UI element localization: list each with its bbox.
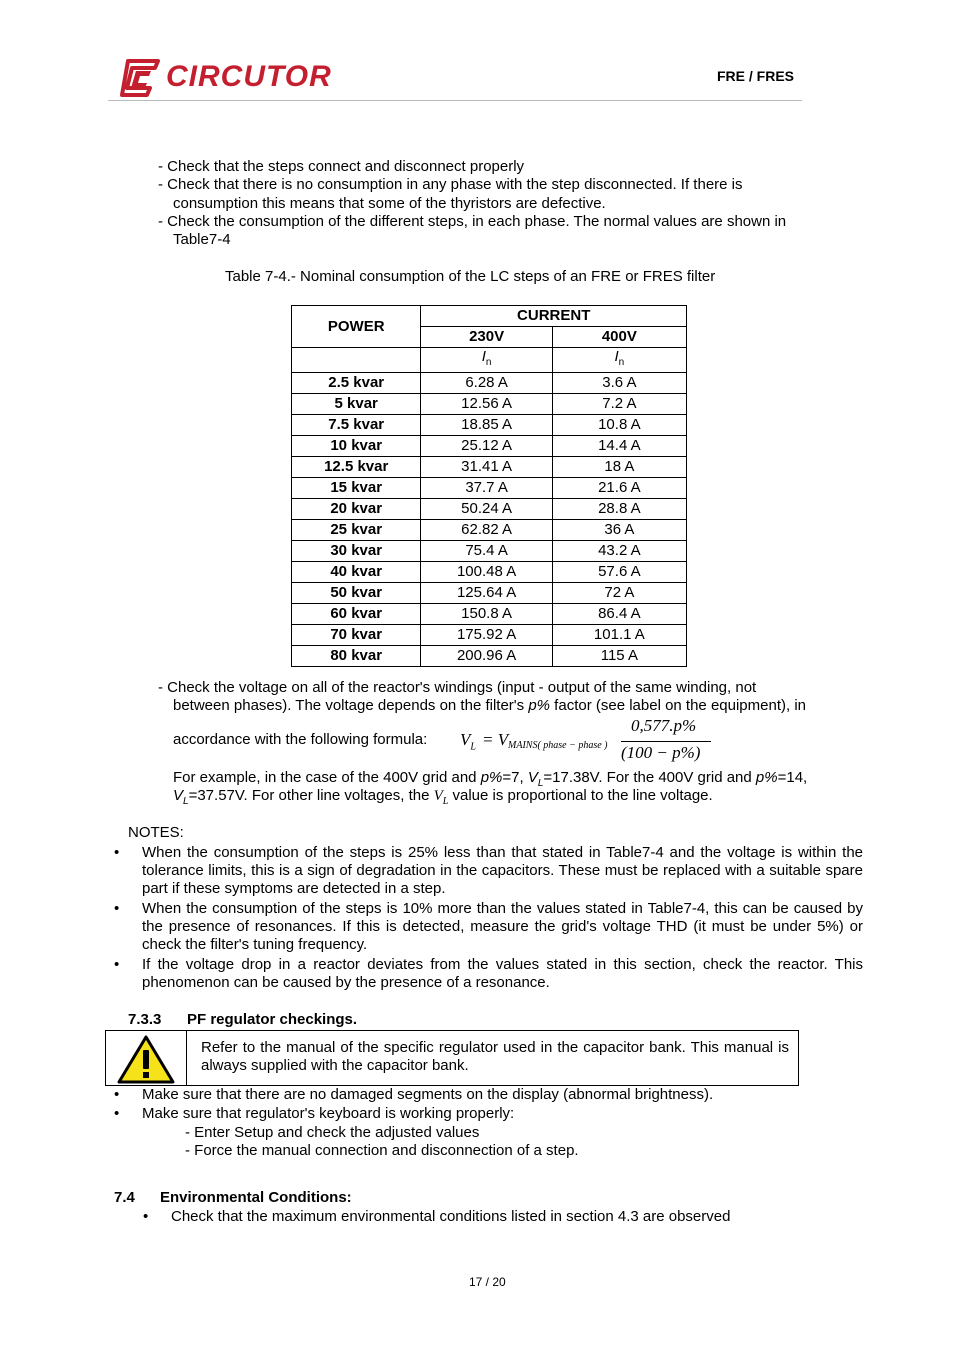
current-400v-cell: 3.6 A (552, 373, 686, 394)
note-item-1: When the consumption of the steps is 25% less than that stated in Table7-4 and the voltage is within the tolerance limits, this is a sign of degradation in the capacitors. These must be replaced with a suitable spare part if these symptoms are detected in a step. (142, 844, 863, 897)
current-230v-cell: 31.41 A (421, 457, 552, 478)
environment-item: Check that the maximum environmental conditions listed in section 4.3 are observed (171, 1208, 731, 1225)
power-cell: 15 kvar (292, 478, 421, 499)
intro-item-3-cont: Table7-4 (173, 231, 231, 248)
bullet-icon: • (114, 956, 120, 973)
power-cell: 40 kvar (292, 562, 421, 583)
circutor-logo (118, 58, 343, 98)
table-row (292, 562, 687, 583)
power-cell: 30 kvar (292, 541, 421, 562)
warning-divider (186, 1031, 187, 1085)
page-number: 17 / 20 (469, 1275, 506, 1289)
header-400v: 400V (552, 327, 686, 348)
current-230v-cell: 75.4 A (421, 541, 552, 562)
note-item-3: If the voltage drop in a reactor deviates from the values stated in this section, check the reactor. This phenomenon can be caused by the presence of a resonance. (142, 956, 863, 991)
power-cell: 70 kvar (292, 625, 421, 646)
circutor-logo-mark-icon (118, 58, 162, 98)
table-row (292, 646, 687, 667)
table-row (292, 520, 687, 541)
table-row (292, 415, 687, 436)
intro-item-2: - Check that there is no consumption in any phase with the step disconnected. If there is (158, 176, 743, 193)
header-divider (108, 100, 802, 101)
bullet-icon: • (114, 844, 120, 861)
notes-title: NOTES: (128, 824, 184, 841)
current-230v-cell: 18.85 A (421, 415, 552, 436)
section-74-title: Environmental Conditions: (160, 1189, 352, 1206)
table-row (292, 499, 687, 520)
intro-item-2-cont: consumption this means that some of the thyristors are defective. (173, 195, 606, 212)
table-row (292, 394, 687, 415)
power-cell: 10 kvar (292, 436, 421, 457)
regulator-subitem-1: - Enter Setup and check the adjusted values (185, 1124, 480, 1141)
current-400v-cell: 21.6 A (552, 478, 686, 499)
power-cell: 5 kvar (292, 394, 421, 415)
regulator-item-2: Make sure that regulator's keyboard is working properly: (142, 1105, 515, 1122)
voltage-item-line2: between phases). The voltage depends on the filter's p% factor (see label on the equipment), in (173, 697, 806, 714)
current-400v-cell: 57.6 A (552, 562, 686, 583)
empty-cell (292, 348, 421, 373)
bullet-icon: • (114, 1105, 120, 1122)
voltage-example-1: For example, in the case of the 400V grid and p%=7, $V_L=17.38V$. For the 400V grid and p%=14, (173, 769, 808, 789)
current-400v-cell: 36 A (552, 520, 686, 541)
current-230v-cell: 37.7 A (421, 478, 552, 499)
power-cell: 20 kvar (292, 499, 421, 520)
voltage-formula: $V_L$ = V MAINS( phase − phase ) 0,577.p% (100 − p%) (455, 716, 715, 766)
table-row (292, 478, 687, 499)
current-400v-cell: 18 A (552, 457, 686, 478)
table-row (292, 604, 687, 625)
intro-item-3: - Check the consumption of the different steps, in each phase. The normal values are shown in (158, 213, 787, 230)
bullet-icon: • (114, 900, 120, 917)
warning-box (105, 1030, 799, 1086)
current-230v-cell: 175.92 A (421, 625, 552, 646)
current-230v-cell: 6.28 A (421, 373, 552, 394)
section-733-title: PF regulator checkings. (187, 1011, 358, 1028)
power-cell: 2.5 kvar (292, 373, 421, 394)
current-230v-cell: 25.12 A (421, 436, 552, 457)
table-row (292, 541, 687, 562)
power-cell: 50 kvar (292, 583, 421, 604)
current-230v-cell: 50.24 A (421, 499, 552, 520)
current-230v-cell: 200.96 A (421, 646, 552, 667)
table-row (292, 436, 687, 457)
regulator-subitem-2: - Force the manual connection and disconnection of a step. (185, 1142, 579, 1159)
table-row (292, 583, 687, 604)
current-400v-cell: 43.2 A (552, 541, 686, 562)
voltage-example-2: $V_L=37.57V$. For other line voltages, the $V_L$ value is proportional to the line voltage. (173, 787, 713, 807)
current-400v-cell: 28.8 A (552, 499, 686, 520)
table-caption: Table 7-4.- Nominal consumption of the LC steps of an FRE or FRES filter (225, 268, 716, 285)
current-230v-cell: 12.56 A (421, 394, 552, 415)
header-power: POWER (292, 306, 421, 348)
document-code: FRE / FRES (716, 68, 794, 84)
current-400v-cell: 7.2 A (552, 394, 686, 415)
symbol-in-230: $I_n$ (421, 348, 552, 373)
warning-triangle-icon (116, 1034, 176, 1084)
voltage-item-line3: accordance with the following formula: (173, 731, 428, 748)
power-cell: 12.5 kvar (292, 457, 421, 478)
table-row (292, 373, 687, 394)
table-row (292, 457, 687, 478)
header-230v: 230V (421, 327, 552, 348)
intro-item-1: - Check that the steps connect and disconnect properly (158, 158, 525, 175)
current-400v-cell: 10.8 A (552, 415, 686, 436)
bullet-icon: • (143, 1208, 149, 1225)
current-400v-cell: 86.4 A (552, 604, 686, 625)
table-row (292, 625, 687, 646)
power-cell: 25 kvar (292, 520, 421, 541)
section-74-number: 7.4 (114, 1189, 135, 1206)
current-230v-cell: 62.82 A (421, 520, 552, 541)
section-733-number: 7.3.3 (128, 1011, 162, 1028)
power-cell: 7.5 kvar (292, 415, 421, 436)
current-400v-cell: 14.4 A (552, 436, 686, 457)
power-cell: 60 kvar (292, 604, 421, 625)
power-cell: 80 kvar (292, 646, 421, 667)
logo-wordmark: CIRCUTOR (166, 60, 332, 93)
current-230v-cell: 100.48 A (421, 562, 552, 583)
current-400v-cell: 115 A (552, 646, 686, 667)
consumption-table (291, 305, 687, 667)
current-400v-cell: 101.1 A (552, 625, 686, 646)
regulator-item-1: Make sure that there are no damaged segments on the display (abnormal brightness). (142, 1086, 714, 1103)
current-400v-cell: 72 A (552, 583, 686, 604)
current-230v-cell: 150.8 A (421, 604, 552, 625)
current-230v-cell: 125.64 A (421, 583, 552, 604)
header-current: CURRENT (421, 306, 687, 327)
voltage-item-line1: - Check the voltage on all of the reactor's windings (input - output of the same winding, not (158, 679, 757, 696)
bullet-icon: • (114, 1086, 120, 1103)
symbol-in-400: $I_n$ (552, 348, 686, 373)
warning-text: Refer to the manual of the specific regulator used in the capacitor bank. This manual is always supplied with the capacitor bank. (201, 1039, 789, 1074)
note-item-2: When the consumption of the steps is 10% more than the values stated in Table7-4, this can be caused by the presence of resonances. If this is detected, measure the grid's voltage THD (it must be under 5%) or check the filter's tuning frequency. (142, 900, 863, 953)
